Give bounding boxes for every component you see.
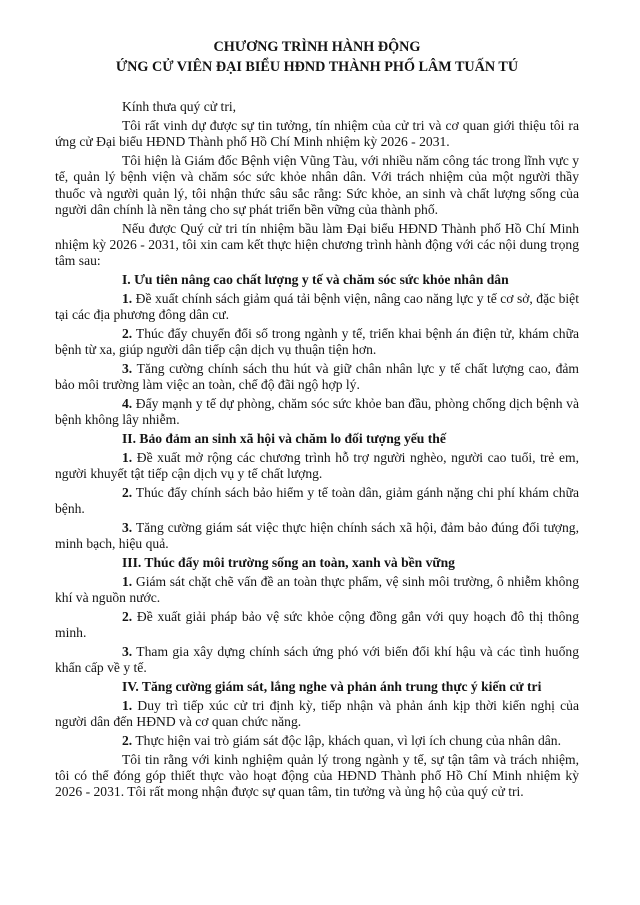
section-heading-3: III. Thúc đẩy môi trường sống an toàn, xanh và bền vững — [122, 555, 455, 571]
intro-paragraph-3: Nếu được Quý cử tri tín nhiệm bầu làm Đại biểu HĐND Thành phố Hồ Chí Minh nhiệm kỳ 2026 - 2031, tôi xin cam kết thực hiện chương trình hành động với các nội dung trọng tâm sau: — [55, 220, 579, 269]
title-line-1: CHƯƠNG TRÌNH HÀNH ĐỘNG — [213, 39, 421, 55]
salutation: Kính thưa quý cử tri, — [122, 99, 237, 114]
numbered-item: 2. Thúc đẩy chính sách bảo hiểm y tế toàn dân, giảm gánh nặng chi phí khám chữa bệnh. — [55, 484, 579, 517]
item-number: 1. — [122, 290, 133, 306]
numbered-item: 2. Thực hiện vai trò giám sát độc lập, khách quan, vì lợi ích chung của nhân dân. — [122, 732, 561, 748]
numbered-item: 1. Đề xuất chính sách giảm quá tải bệnh viện, nâng cao năng lực y tế cơ sở, đặc biệt tại các địa phương đông dân cư. — [55, 290, 579, 323]
item-number: 2. — [122, 325, 133, 341]
section-heading-1: I. Ưu tiên nâng cao chất lượng y tế và chăm sóc sức khỏe nhân dân — [122, 272, 509, 287]
numbered-item: 2. Thúc đẩy chuyển đổi số trong ngành y tế, triển khai bệnh án điện tử, khám chữa bệnh từ xa, giúp người dân tiếp cận dịch vụ thuận tiện hơn. — [55, 325, 579, 358]
numbered-item: 1. Duy trì tiếp xúc cử tri định kỳ, tiếp nhận và phản ánh kịp thời kiến nghị của người dân đến HĐND và cơ quan chức năng. — [55, 697, 579, 730]
title-line-2: ỨNG CỬ VIÊN ĐẠI BIỂU HĐND THÀNH PHỐ LÂM TUẤN TÚ — [115, 59, 519, 75]
document-title — [55, 37, 579, 77]
section-heading-4: IV. Tăng cường giám sát, lắng nghe và phản ánh trung thực ý kiến cử tri — [122, 678, 542, 694]
numbered-item: 3. Tăng cường chính sách thu hút và giữ chân nhân lực y tế chất lượng cao, đảm bảo môi trường làm việc an toàn, chế độ đãi ngộ hợp lý. — [55, 360, 579, 393]
numbered-item: 3. Tham gia xây dựng chính sách ứng phó với biến đổi khí hậu và các tình huống khẩn cấp về y tế. — [55, 643, 579, 676]
document-body — [55, 99, 579, 801]
item-number: 2. — [122, 608, 133, 624]
item-number: 1. — [122, 697, 133, 713]
closing-paragraph: Tôi tin rằng với kinh nghiệm quản lý trong ngành y tế, sự tận tâm và trách nhiệm, tôi có thể đóng góp thiết thực vào hoạt động của HĐND Thành phố Hồ Chí Minh nhiệm kỳ 2026 - 2031. Tôi rất mong nhận được sự quan tâm, tin tưởng và ủng hộ của quý cử tri. — [55, 751, 579, 800]
numbered-item: 1. Đề xuất mở rộng các chương trình hỗ trợ người nghèo, người cao tuổi, trẻ em, người khuyết tật tiếp cận dịch vụ y tế chất lượng. — [55, 449, 579, 482]
item-number: 3. — [122, 360, 133, 376]
section-heading-2: II. Bảo đảm an sinh xã hội và chăm lo đối tượng yếu thế — [122, 431, 446, 447]
sections-container — [55, 272, 579, 749]
intro-paragraph-1: Tôi rất vinh dự được sự tin tưởng, tín nhiệm của cử tri và cơ quan giới thiệu tôi ra ứng cử Đại biểu HĐND Thành phố Hồ Chí Minh nhiệm kỳ 2026 - 2031. — [55, 117, 579, 150]
item-number: 1. — [122, 573, 133, 589]
item-number: 3. — [122, 519, 133, 535]
document-content — [55, 37, 579, 803]
item-number: 2. — [122, 484, 133, 500]
intro-paragraph-2: Tôi hiện là Giám đốc Bệnh viện Vũng Tàu, với nhiều năm công tác trong lĩnh vực y tế, quản lý bệnh viện và chăm sóc sức khỏe nhân dân. Với trách nhiệm của một người thầy thuốc và người quản lý, tôi nhận thức sâu sắc rằng: Sức khỏe, an sinh và chất lượng sống của người dân chính là nền tảng cho sự phát triển bền vững của thành phố. — [55, 152, 579, 217]
numbered-item: 4. Đẩy mạnh y tế dự phòng, chăm sóc sức khỏe ban đầu, phòng chống dịch bệnh và bệnh không lây nhiễm. — [55, 395, 579, 428]
item-number: 2. — [122, 732, 133, 748]
item-number: 4. — [122, 395, 133, 411]
item-number: 3. — [122, 643, 133, 659]
numbered-item: 3. Tăng cường giám sát việc thực hiện chính sách xã hội, đảm bảo đúng đối tượng, minh bạch, hiệu quả. — [55, 519, 579, 552]
item-number: 1. — [122, 449, 133, 465]
numbered-item: 1. Giám sát chặt chẽ vấn đề an toàn thực phẩm, vệ sinh môi trường, ô nhiễm không khí và nguồn nước. — [55, 573, 579, 606]
numbered-item: 2. Đề xuất giải pháp bảo vệ sức khỏe cộng đồng gắn với quy hoạch đô thị thông minh. — [55, 608, 579, 641]
